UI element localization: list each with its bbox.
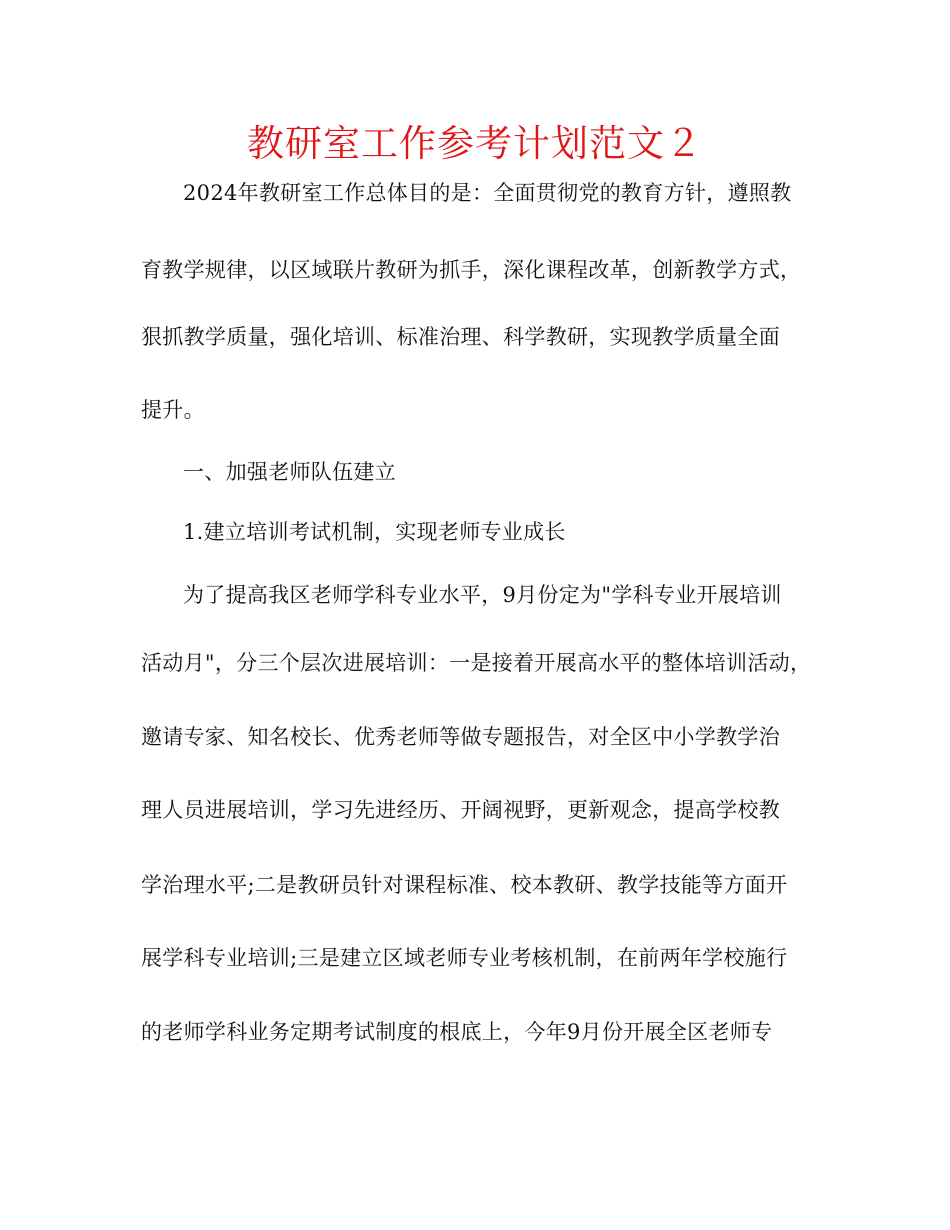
paragraph-line: 学治理水平;二是教研员针对课程标准、校本教研、教学技能等方面开 — [141, 873, 788, 897]
paragraph-line: 为了提高我区老师学科专业水平，9月份定为"学科专业开展培训 — [183, 583, 782, 607]
paragraph-line: 育教学规律，以区域联片教研为抓手，深化课程改革，创新教学方式， — [141, 258, 802, 282]
paragraph-line: 的老师学科业务定期考试制度的根底上，今年9月份开展全区老师专 — [141, 1020, 773, 1044]
paragraph-line: 展学科专业培训;三是建立区域老师专业考核机制，在前两年学校施行 — [141, 946, 788, 970]
section-heading: 一、加强老师队伍建立 — [183, 460, 396, 484]
paragraph-line: 邀请专家、知名校长、优秀老师等做专题报告，对全区中小学教学治 — [141, 725, 780, 749]
subsection-heading: 1.建立培训考试机制，实现老师专业成长 — [183, 520, 566, 544]
document-title: 教研室工作参考计划范文２ — [247, 122, 703, 165]
paragraph-line: 理人员进展培训，学习先进经历、开阔视野，更新观念，提高学校教 — [141, 798, 780, 822]
paragraph-line: 2024年教研室工作总体目的是：全面贯彻党的教育方针，遵照教 — [183, 181, 792, 205]
paragraph-line: 狠抓教学质量，强化培训、标准治理、科学教研，实现教学质量全面 — [141, 325, 780, 349]
paragraph-line: 提升。 — [141, 398, 205, 422]
paragraph-line: 活动月"，分三个层次进展培训：一是接着开展高水平的整体培训活动， — [141, 651, 812, 675]
